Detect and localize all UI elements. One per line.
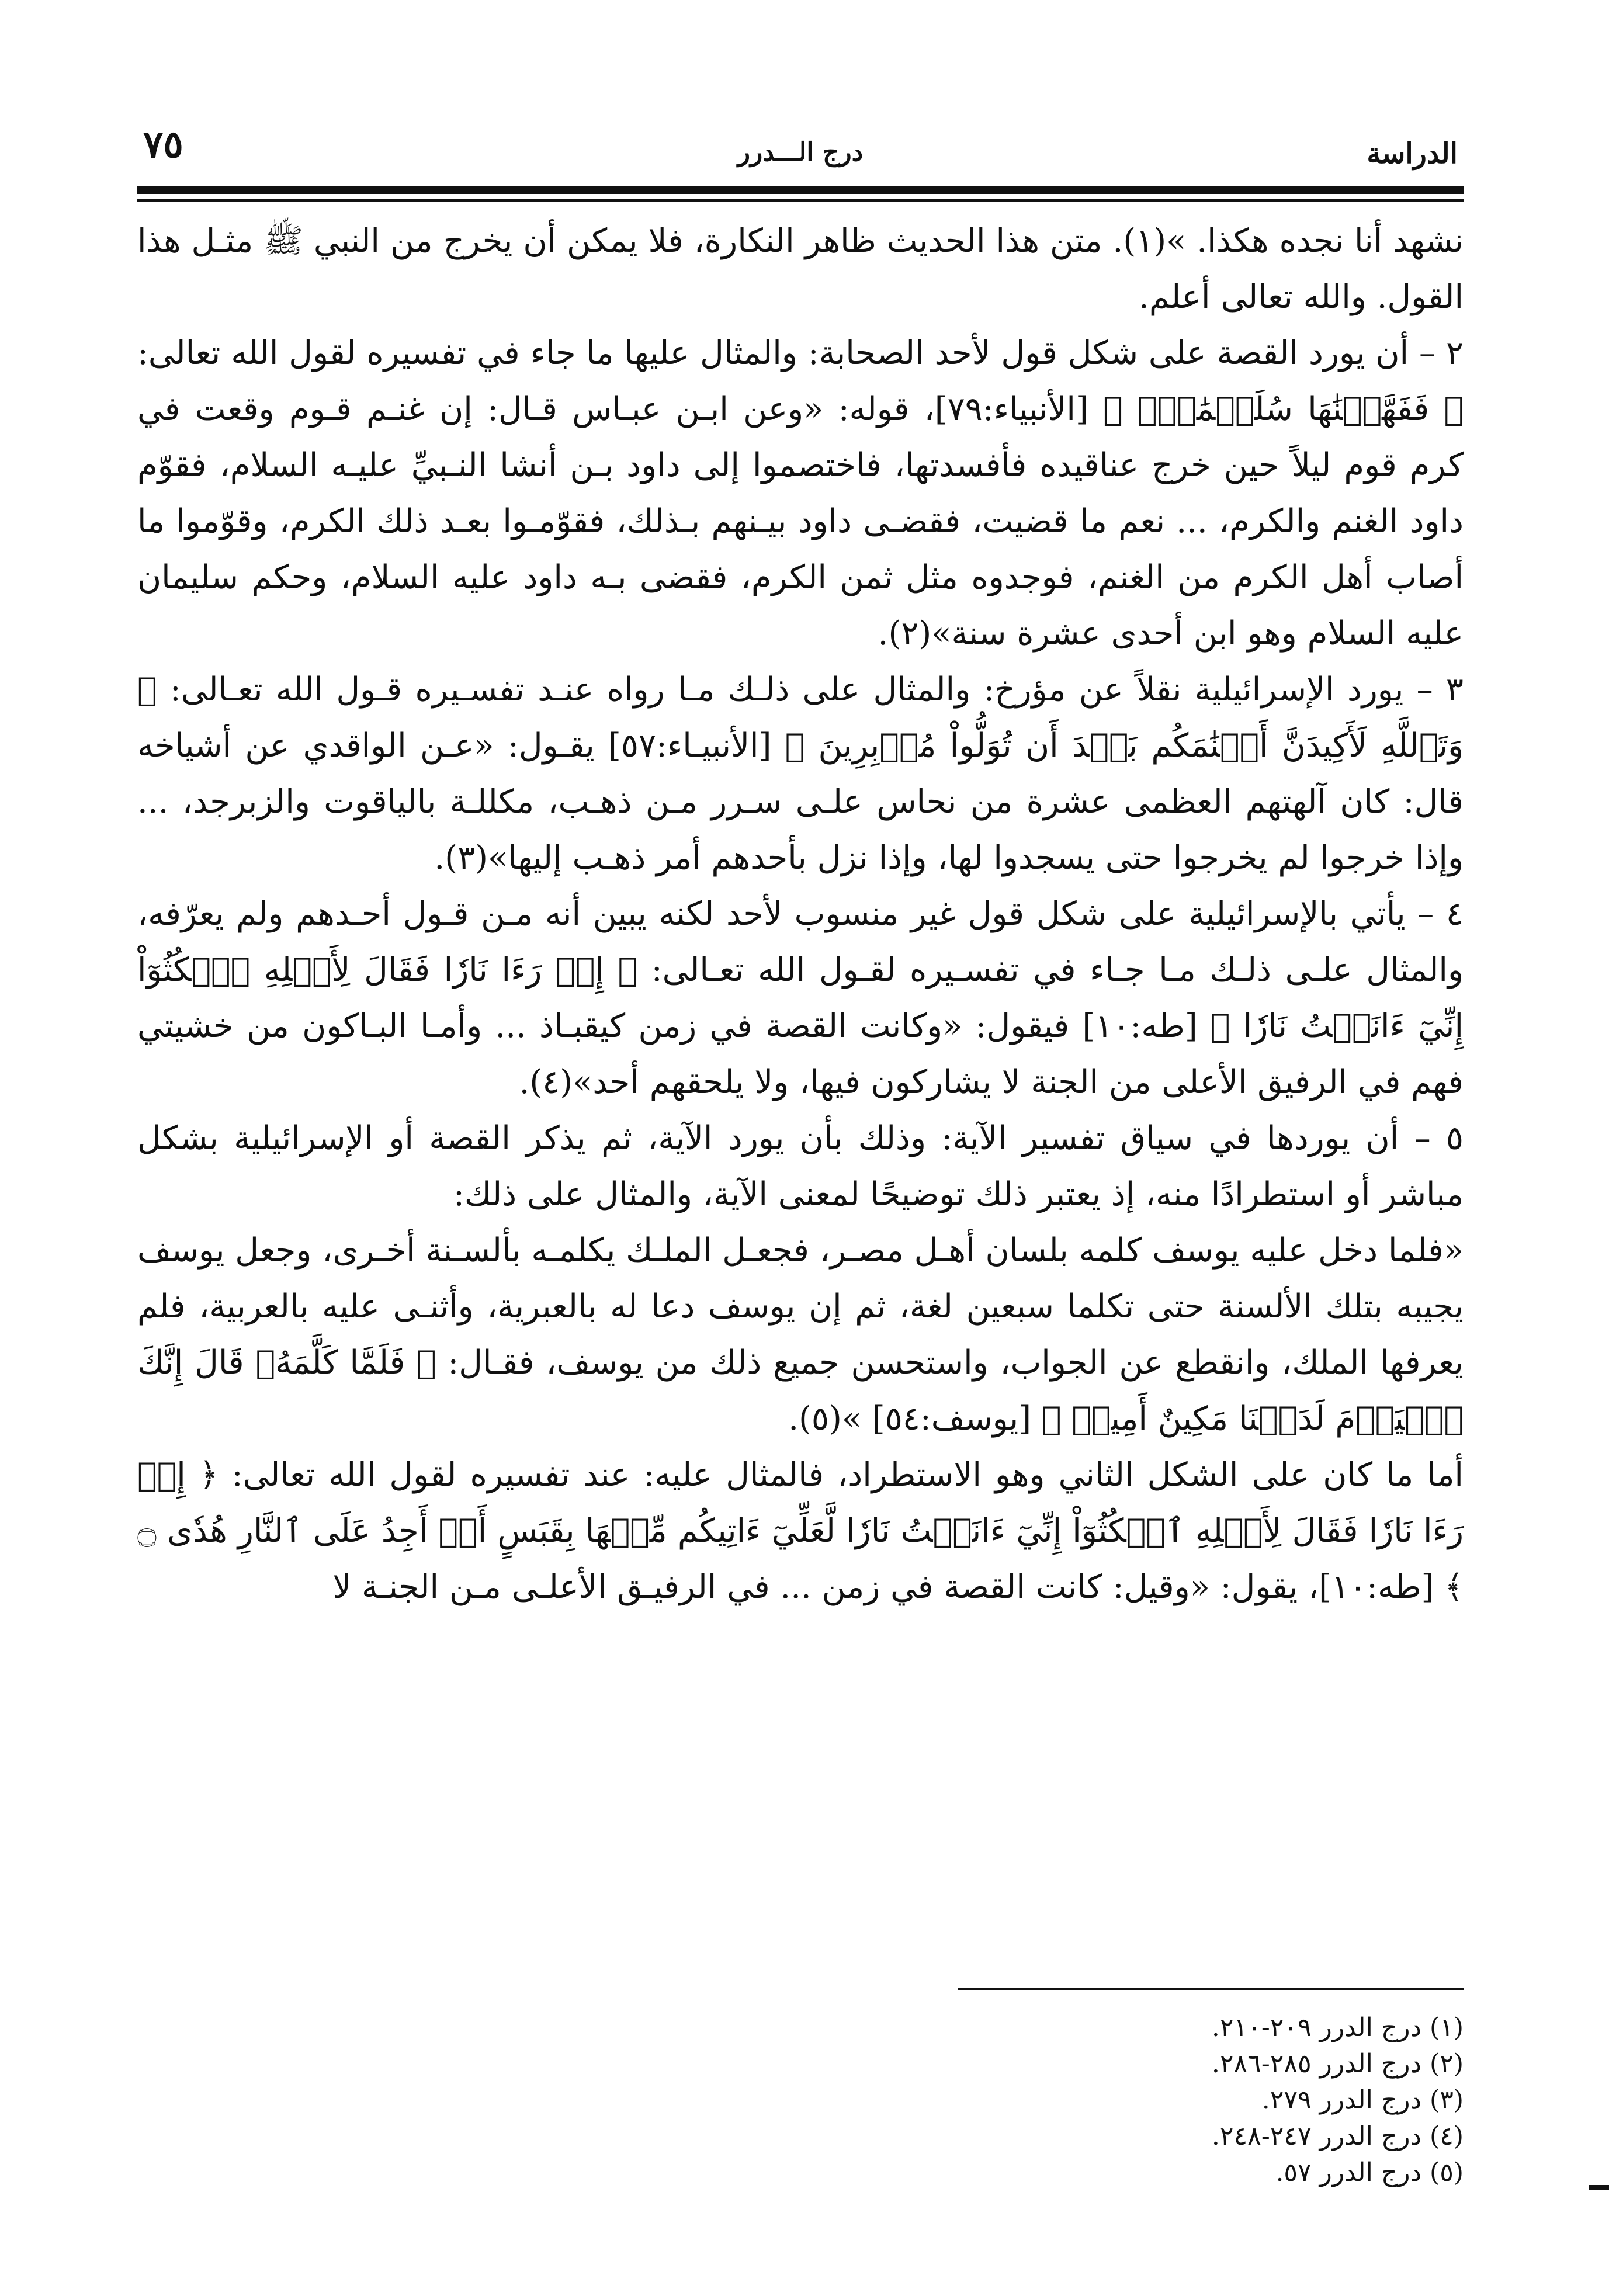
paragraph-3: ٣ – يورد الإسرائيلية نقلاً عن مؤرخ: والمثال على ذلـك مـا رواه عنـد تفسـيره قـول الله تعـالى: ﴿ وَتَٱللَّهِ لَأَكِيدَنَّ أَصۡنَٰمَكُم بَعۡدَ أَن تُوَلُّواْ مُدۡبِرِينَ ﴾ [الأنبيـاء:٥٧] يقـول: «عـن الواقدي عن أشياخه قال: كان آلهتهم العظمى عشرة من نحاس علـى سـرر مـن ذهـب، مكللـة بالياقوت والزبرجد، ... وإذا خرجوا لم يخرجوا حتى يسجدوا لها، وإذا نزل بأحدهم أمر ذهـب إليها»(٣). — [137, 671, 1464, 877]
paragraph-6: «فلما دخل عليه يوسف كلمه بلسان أهـل مصـر، فجعـل الملـك يكلمـه بألسـنة أخـرى، وجعل يوسف يجيبه بتلك الألسنة حتى تكلما سبعين لغة، ثم إن يوسف دعا له بالعبرية، وأثنـى عليه بالعربية، فلم يعرفها الملك، وانقطع عن الجواب، واستحسن جميع ذلك من يوسف، فقـال: ﴿ فَلَمَّا كَلَّمَهُۥ قَالَ إِنَّكَ ٱلۡيَوۡمَ لَدَيۡنَا مَكِينٌ أَمِينٞ ﴾ [يوسف:٥٤] »(٥). — [137, 1232, 1464, 1438]
header-rule-thin — [137, 199, 1464, 202]
footnote-4: (٤) درج الدرر ٢٤٧-٢٤٨. — [1211, 2121, 1464, 2151]
footnote-2: (٢) درج الدرر ٢٨٥-٢٨٦. — [1211, 2049, 1464, 2079]
paragraph-5: ٥ – أن يوردها في سياق تفسير الآية: وذلك بأن يورد الآية، ثم يذكر القصة أو الإسرائيلية بشكل مباشر أو استطرادًا منه، إذ يعتبر ذلك توضيحًا لمعنى الآية، والمثال على ذلك: — [137, 1119, 1464, 1213]
footnote-5: (٥) درج الدرر ٥٧. — [1275, 2158, 1464, 2187]
paragraph-4: ٤ – يأتي بالإسرائيلية على شكل قول غير منسوب لأحد لكنه يبين أنه مـن قـول أحـدهم ولم يعرّفه، والمثال علـى ذلـك مـا جـاء في تفسـيره لقـول الله تعـالى: ﴿ إِذۡ رَءَا نَارٗا فَقَالَ لِأَهۡلِهِ ٱمۡكُثُوٓاْ إِنِّيٓ ءَانَسۡتُ نَارٗا ﴾ [طه:١٠] فيقول: «وكانت القصة في زمن كيقبـاذ ... وأمـا البـاكون من خشيتي فهم في الرفيق الأعلى من الجنة لا يشاركون فيها، ولا يلحقهم أحد»(٤). — [137, 895, 1464, 1101]
paragraph-1: نشهد أنا نجده هكذا. »(١). متن هذا الحديث ظاهر النكارة، فلا يمكن أن يخرج من النبي ﷺ مثـل هذا القول. والله تعالى أعلم. — [137, 222, 1464, 316]
book-title: درج الـــدرر — [737, 137, 864, 167]
page-number: ٧٥ — [143, 123, 183, 167]
section-title: الدراسة — [1367, 137, 1458, 170]
margin-mark — [1589, 2185, 1609, 2190]
page-header — [137, 123, 1464, 175]
paragraph-2: ٢ – أن يورد القصة على شكل قول لأحد الصحابة: والمثال عليها ما جاء في تفسيره لقول الله تعالى: ﴿ فَفَهَّمۡنَٰهَا سُلَيۡمَٰنَۚ ﴾ [الأنبياء:٧٩]، قوله: «وعن ابـن عبـاس قـال: إن غنـم قـوم وقعت في كرم قوم ليلاً حين خرج عناقيده فأفسدتها، فاختصموا إلى داود بـن أنشا النـبيِّ عليـه السلام، فقوّم داود الغنم والكرم، ... نعم ما قضيت، فقضـى داود بيـنهم بـذلك، فقوّمـوا بعـد ذلك الكرم، وقوّموا ما أصاب أهل الكرم من الغنم، فوجدوه مثل ثمن الكرم، فقضى بـه داود عليه السلام، وحكم سليمان عليه السلام وهو ابن أحدى عشرة سنة»(٢). — [137, 334, 1464, 653]
footnote-3: (٣) درج الدرر ٢٧٩. — [1261, 2085, 1464, 2115]
header-rule-thick — [137, 186, 1464, 194]
footnote-separator — [958, 1988, 1464, 1990]
footnote-1: (١) درج الدرر ٢٠٩-٢١٠. — [1211, 2013, 1464, 2042]
body-text — [137, 213, 1464, 1615]
footnotes — [818, 2010, 1464, 2191]
paragraph-7: أما ما كان على الشكل الثاني وهو الاستطراد، فالمثال عليه: عند تفسيره لقول الله تعالى: ﴿ إِذۡ رَءَا نَارٗا فَقَالَ لِأَهۡلِهِ ٱمۡكُثُوٓاْ إِنِّيٓ ءَانَسۡتُ نَارٗا لَّعَلِّيٓ ءَاتِيكُم مِّنۡهَا بِقَبَسٍ أَوۡ أَجِدُ عَلَى ٱلنَّارِ هُدٗى ۝ ﴾ [طه:١٠]، يقول: «وقيل: كانت القصة في زمن ... في الرفيـق الأعلـى مـن الجنـة لا — [137, 1456, 1464, 1606]
